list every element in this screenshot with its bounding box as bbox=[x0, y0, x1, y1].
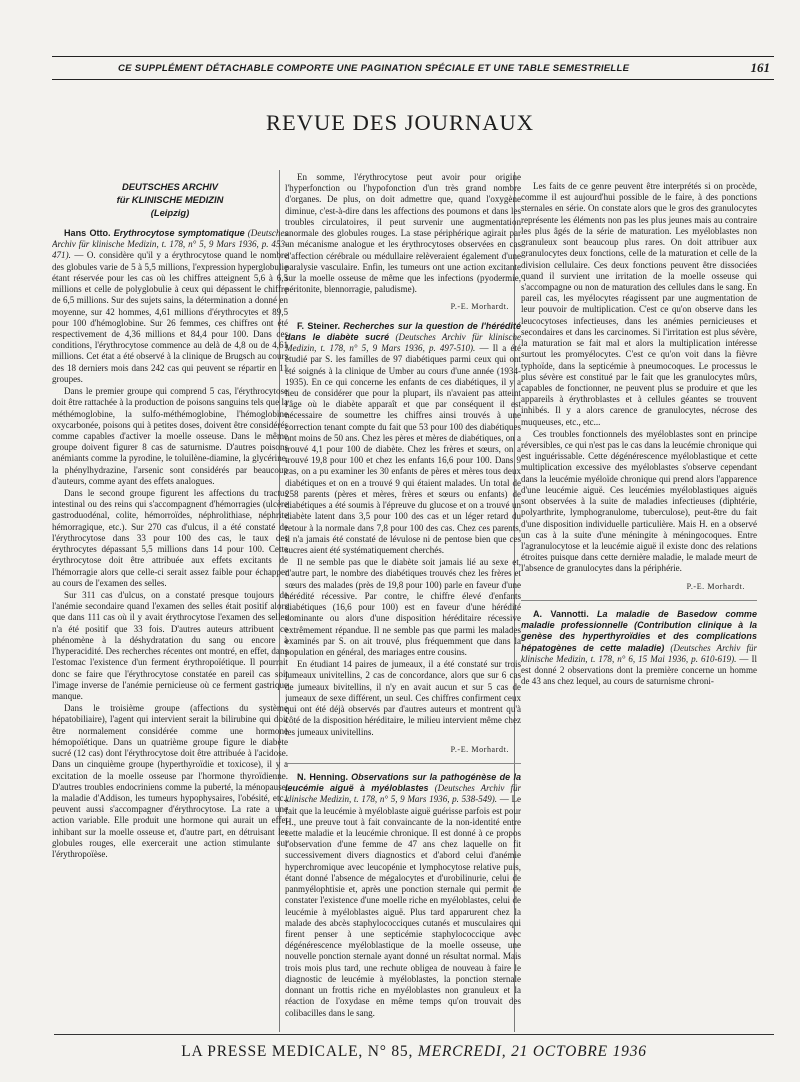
article-author: Hans Otto. bbox=[64, 228, 111, 238]
article-paragraph: Dans le second groupe figurent les affections du tractus intestinal ou des reins qui s'accompagnent d'hémorragies (ulcère gastroduodénal, colite, hémorroïdes, néphrolithiase, néphrite hémorragique, etc.). Sur 270 cas d'ulcus, il a été constaté de l'érythrocytose dans 33 pour 100 des cas, le taux des érythrocytes dépassant 5,5 millions dans 14 pour 100. Cette érythrocytose doit être attribuée aux effets excitants de l'hémorragie alors que celle-ci serait assez faible pour échapper au cours de l'examen des selles. bbox=[52, 488, 288, 588]
page-footer: LA PRESSE MEDICALE, N° 85, MERCREDI, 21 OCTOBRE 1936 bbox=[54, 1034, 774, 1061]
article-steiner bbox=[285, 321, 521, 557]
footer-date: MERCREDI, 21 OCTOBRE 1936 bbox=[417, 1043, 647, 1060]
article-signature: P.-E. Morhardt. bbox=[450, 302, 509, 312]
article-source: (Deutsches Archiv für klinische Medizin, t. 178, n° 6, 15 Mai 1936, p. 610-619). bbox=[521, 642, 757, 664]
article-divider bbox=[521, 600, 757, 601]
article-paragraph: — Il est donné 2 observations dont la première concerne un homme de 43 ans chez lequel, au cours de saturnisme chroni- bbox=[521, 653, 757, 687]
article-paragraph: En étudiant 14 paires de jumeaux, il a été constaté sur trois jumeaux univitellins, 2 cas de concordance, alors que sur 6 cas de jumeaux bivitellins, il n'y en avait aucun et sur 5 cas de jumeaux de sexe différent, un seul. Ces chiffres confirment ceux qui ont été déjà observés par d'autres auteurs et montrent qu'à côté de la disposition héréditaire, le milieu intervient même chez les jumeaux univitellins. bbox=[285, 659, 521, 737]
article-source: (Deutsches Archiv für klinische Medizin, t. 178, n° 5, 9 Mars 1936, p. 453-471). bbox=[52, 228, 288, 261]
article-signature: P.-E. Morhardt. bbox=[686, 581, 745, 591]
section-journal-city: (Leipzig) bbox=[150, 207, 190, 218]
article-paragraph: — Le fait que la leucémie à myéloblaste aiguë guérisse parfois est pour H., une preuve tout à fait convaincante de la non-identité entre cette maladie et la leucémie chronique. Il est donné à ce propos l'observation d'une femme de 47 ans chez laquelle on fit successivement divers diagnostics et d'abord celui d'anémie hyperchromique avec leucopénie et lymphocytose relative puis, étant donné l'absence de mégalocytes et d'urobilinurie, celui de panmyélophtisie et, après une ponction sternale qui permit de constater l'existence d'une moelle riche en myéloblastes, celui de leucémie à myéloblastes aiguë. Plus tard apparurent chez la malade des abcès staphylococciques cutanés et musculaires qui firent penser à une septicémie staphylococcique avec dégénérescence myéloblastique de la moelle osseuse, une nouvelle ponction sternale ayant donné un résultat normal. Mais trois mois plus tard, une rechute obligea de nouveau à faire le diagnostic de leucémie à myéloblastes, la ponction sternale donnant un frottis riche en myéloblastes non granuleux et la réaction de l'oxydase en même temps qu'on trouvait des colibacilles dans le sang. bbox=[285, 794, 521, 1018]
article-paragraph: En somme, l'érythrocytose peut avoir pour origine l'hyperfonction ou l'hypofonction d'un très grand nombre d'organes. De plus, on doit admettre que, quand l'oxygène diminue, c'est-à-dire dans les affections des poumons et dans les troubles circulatoires, il peut survenir une augmentation anormale des globules rouges. La stase périphérique agirait par un mécanisme analogue et les érythrocytoses observées en cas d'affection cérébrale ou médullaire relèveraient également d'une paralysie vasculaire. Enfin, les tumeurs ont une action excitante sur la moelle osseuse de même que les infections (pyodermie, péritonite, blennorragie, paludisme). bbox=[285, 172, 521, 295]
column-3 bbox=[521, 181, 757, 1036]
article-paragraph: Les faits de ce genre peuvent être interprétés si on procède, comme il est aujourd'hui possible de le faire, à des ponctions sternales en série. On constate alors que le gros des granulocytes représente les éléments non pas les plus jeunes mais au contraire les plus âgés de la série de maturation. Les myéloblastes non granuleux sont beaucoup plus rares. On doit attribuer aux granulocytes deux fonctions, celle de la maturation et celle de la division cellulaire. Ces deux fonctions peuvent être dissociées quand il survient une irritation de la moelle osseuse qui s'accompagne ou non de maturation des cellules dans le sang. En pareil cas, les myélocytes réagissent par une augmentation de leur pouvoir de multiplication. C'est ce qu'on observe dans les leucocytoses infectieuses, dans les anémies pernicieuses et secondaires et dans les carcinomes. Si l'irritation est plus sévère, la maturation se fait mal et alors la multiplication intéresse surtout les promyélocytes. C'est ce qu'on voit dans la fièvre typhoïde, dans la septicémie à pneumocoques. Le processus le plus sévère est constitué par le fait que les granulocytes mûrs, capables de fonctionner, ne peuvent plus se produire et que les appareils à érythroblastes et à cellules géantes se trouvent inhibés. Il y a alors carence de granulocytes, nécrose des muqueuses, etc., etc... bbox=[521, 181, 757, 427]
article-author: A. Vannotti. bbox=[533, 608, 589, 619]
article-paragraph: — O. considère qu'il y a érythrocytose quand le nombre des globules varie de 5 à 5,5 millions, l'expression hyperglobulie étant réservée pour les cas où les chiffres atteignent 5,6 à 6,5 millions et celle de polyglobulie à ceux qui dépassent le chiffre de 6,5 millions. Sur des sujets sains, la détermination a donné en moyenne, sur 42 hommes, 4,61 millions d'érythrocytes et 89,5 pour 100 d'hémoglobine. Sur 26 femmes, ces chiffres ont été respectivement de 4,36 millions et 84,4 pour 100. Dans ces conditions, l'érythrocytose commence au delà de 4,8 ou de 4,61 millions. Cet état a été observé à la clinique de Brugsch au cours des 18 derniers mois dans 242 cas qui peuvent se répartir en 11 groupes. bbox=[52, 250, 288, 384]
supplement-banner bbox=[52, 56, 774, 80]
footer-journal: LA PRESSE MEDICALE bbox=[181, 1043, 359, 1060]
banner-text: CE SUPPLÉMENT DÉTACHABLE COMPORTE UNE PAGINATION SPÉCIALE ET UNE TABLE SEMESTRIELLE bbox=[118, 62, 630, 74]
article-title: La maladie de Basedow comme maladie professionnelle (Contribution clinique à la genèse des hyperthyroïdies et des complications hépatogènes de cette maladie) bbox=[521, 608, 757, 653]
article-paragraph: Dans le troisième groupe (affections du système hépatobiliaire), l'agent qui intervient serait la bilirubine qui doit être normalement considérée comme une hormone hémopoïétique. Dans un quatrième groupe figure le diabète sucré (12 cas) dont l'érythrocytose doit être attribuée à l'acidose. Dans un cinquième groupe (hyperthyroïdie et toxicose), il y a excitation de la moelle osseuse par l'hormone thyroïdienne. D'autres troubles endocriniens comme la puberté, la ménopause, la maladie d'Addison, les tumeurs hypophysaires, l'obésité, etc., peuvent aussi s'accompagner d'érythrocytose. La rate a une action variable. Elle produit une hormone qui aurait un effet inhibant sur la moelle osseuse et, d'autre part, en détruisant les globules rouges, elle exercerait une action stimulante sur l'érythropoïèse. bbox=[52, 703, 288, 860]
article-signature: P.-E. Morhardt. bbox=[450, 744, 509, 754]
article-vannotti bbox=[521, 609, 757, 688]
article-author: N. Henning. bbox=[297, 771, 349, 782]
section-heading bbox=[52, 180, 288, 219]
article-title: Recherches sur la question de l'hérédité dans le diabète sucré bbox=[285, 320, 521, 342]
article-divider bbox=[285, 763, 521, 764]
article-author: F. Steiner. bbox=[297, 320, 341, 331]
article-paragraph: Il ne semble pas que le diabète soit jamais lié au sexe et, d'autre part, le nombre des diabétiques trouvés chez les frères et sœurs des malades (près de 19,8 pour 100) parle en faveur d'une hérédité récessive. Par contre, le chiffre élevé d'enfants diabétiques (16,6 pour 100) est en faveur d'une hérédité dominante ou alors d'une disposition héréditaire récessive extrêmement répandue. Il ne semble pas que parmi les malades examinés par S. on ait trouvé, plus fréquemment que dans la population en général, des mariages entre cousins. bbox=[285, 557, 521, 657]
article-paragraph: Dans le premier groupe qui comprend 5 cas, l'érythrocytose doit être rattachée à la production de poisons sanguins tels que la méthémoglobine, la sulfo-méthémoglobine, l'hémoglobine oxycarbonée, poisons qui à petites doses, doivent être considérés comme capables d'activer la moelle osseuse. Dans le même groupe doivent figurer 8 cas de saturnisme. D'autres poisons anémiants comme la pyrodine, le toluilène-diamine, la glycérine, la phénylhydrazine, l'arsenic sont considérés par beaucoup d'auteurs, comme ayant des effets analogues. bbox=[52, 386, 288, 486]
article-henning bbox=[285, 772, 521, 1019]
article-paragraph: — Il a été étudié par S. les familles de 97 diabétiques parmi ceux qui ont été soignés à la clinique de Umber au cours d'une année (1934-1935). En ce qui concerne les enfants de ces diabétiques, il y a lieu de considérer que pour la plupart, ils n'avaient pas atteint l'âge où le diabète apparaît et que par conséquent il est nécessaire de soumettre les chiffres ainsi trouvés à une correction tenant compte du fait que 53 pour 100 des diabétiques ont moins de 50 ans. Chez les pères et mères de diabétiques, on a trouvé 4,1 pour 100 de diabète. Chez les frères et sœurs, on a trouvé 19,8 pour 100 et chez les enfants 16,6 pour 100. Dans 9 cas, on a pu examiner les 30 enfants de pères et mères tous deux diabétiques et on en a trouvé 9 qui étaient malades. Un total de 258 parents (pères et mères, frères et sœurs ou enfants) de diabétiques a été soumis à l'épreuve du glucose et on a trouvé un diabète latent dans 3,5 pour 100 des cas et un léger retard du retour à la normale dans 7,8 pour 100 des cas. Chez ces parents, il n'a jamais été constaté de lévulose ni de pentose bien que ces sucres aient été systématiquement cherchés. bbox=[285, 343, 521, 555]
article-paragraph: Ces troubles fonctionnels des myéloblastes sont en principe réversibles, ce qui n'est pas le cas dans la leucémie chronique qui est inguérissable. Cette dégénérescence myéloblastique et cette multiplication excessive des myéloblastes s'observe cependant dans la leucémie myéloïde chronique qui prend alors l'apparence d'une leucémie aiguë. Ces leucémies myéloblastiques aiguës sont observées à la suite de maladies infectieuses (diphtérie, polyarthrite, lymphogranulome, tuberculose), peut-être du fait d'une disposition individuelle particulière. Mais H. en a observé un cas à la suite d'une méningite à méningocoques. Entre l'agranulocytose et la leucémie aiguë il existe donc des relations étroites puisque dans cette dernière maladie, le malade meurt de l'absence de granulocytes dans la périphérie. bbox=[521, 428, 757, 574]
article-source: (Deutsches Archiv für klinische Medizin, t. 178, n° 5, 9 Mars 1936, p. 538-549). bbox=[285, 783, 521, 805]
footer-number: N° 85, bbox=[367, 1043, 414, 1060]
column-1 bbox=[52, 162, 288, 1017]
article-otto bbox=[52, 228, 288, 385]
column-2 bbox=[285, 172, 521, 1027]
section-journal-line1: DEUTSCHES ARCHIV bbox=[121, 181, 218, 192]
article-title: Erythrocytose symptomatique bbox=[113, 228, 245, 238]
page-number: 161 bbox=[750, 60, 770, 75]
article-source: (Deutsches Archiv für klinische Medizin, t. 178, n° 5, 9 Mars 1936, p. 497-510). bbox=[285, 331, 521, 354]
page-title: REVUE DES JOURNAUX bbox=[265, 110, 534, 135]
article-title: Observations sur la pathogénèse de la leucémie aiguë à myéloblastes bbox=[285, 771, 521, 794]
section-journal-line2: für KLINISCHE MEDIZIN bbox=[116, 194, 224, 205]
article-paragraph: Sur 311 cas d'ulcus, on a constaté presque toujours de l'anémie secondaire quand l'examen des selles était positif alors que dans 111 cas où il y avait érythrocytose l'examen des selles n'a été positif que 33 fois. D'autres auteurs attribuent ce phénomène à la déshydratation du sang ou encore à l'hyperacidité. Des recherches récentes ont montré, en effet, dans l'estomac l'existence d'un ferment érythropoïétique. Il pourrait donc se faire que l'érythrocytose constatée en pareil cas soit l'image inverse de l'anémie pernicieuse où ce ferment gastrique manque. bbox=[52, 590, 288, 701]
